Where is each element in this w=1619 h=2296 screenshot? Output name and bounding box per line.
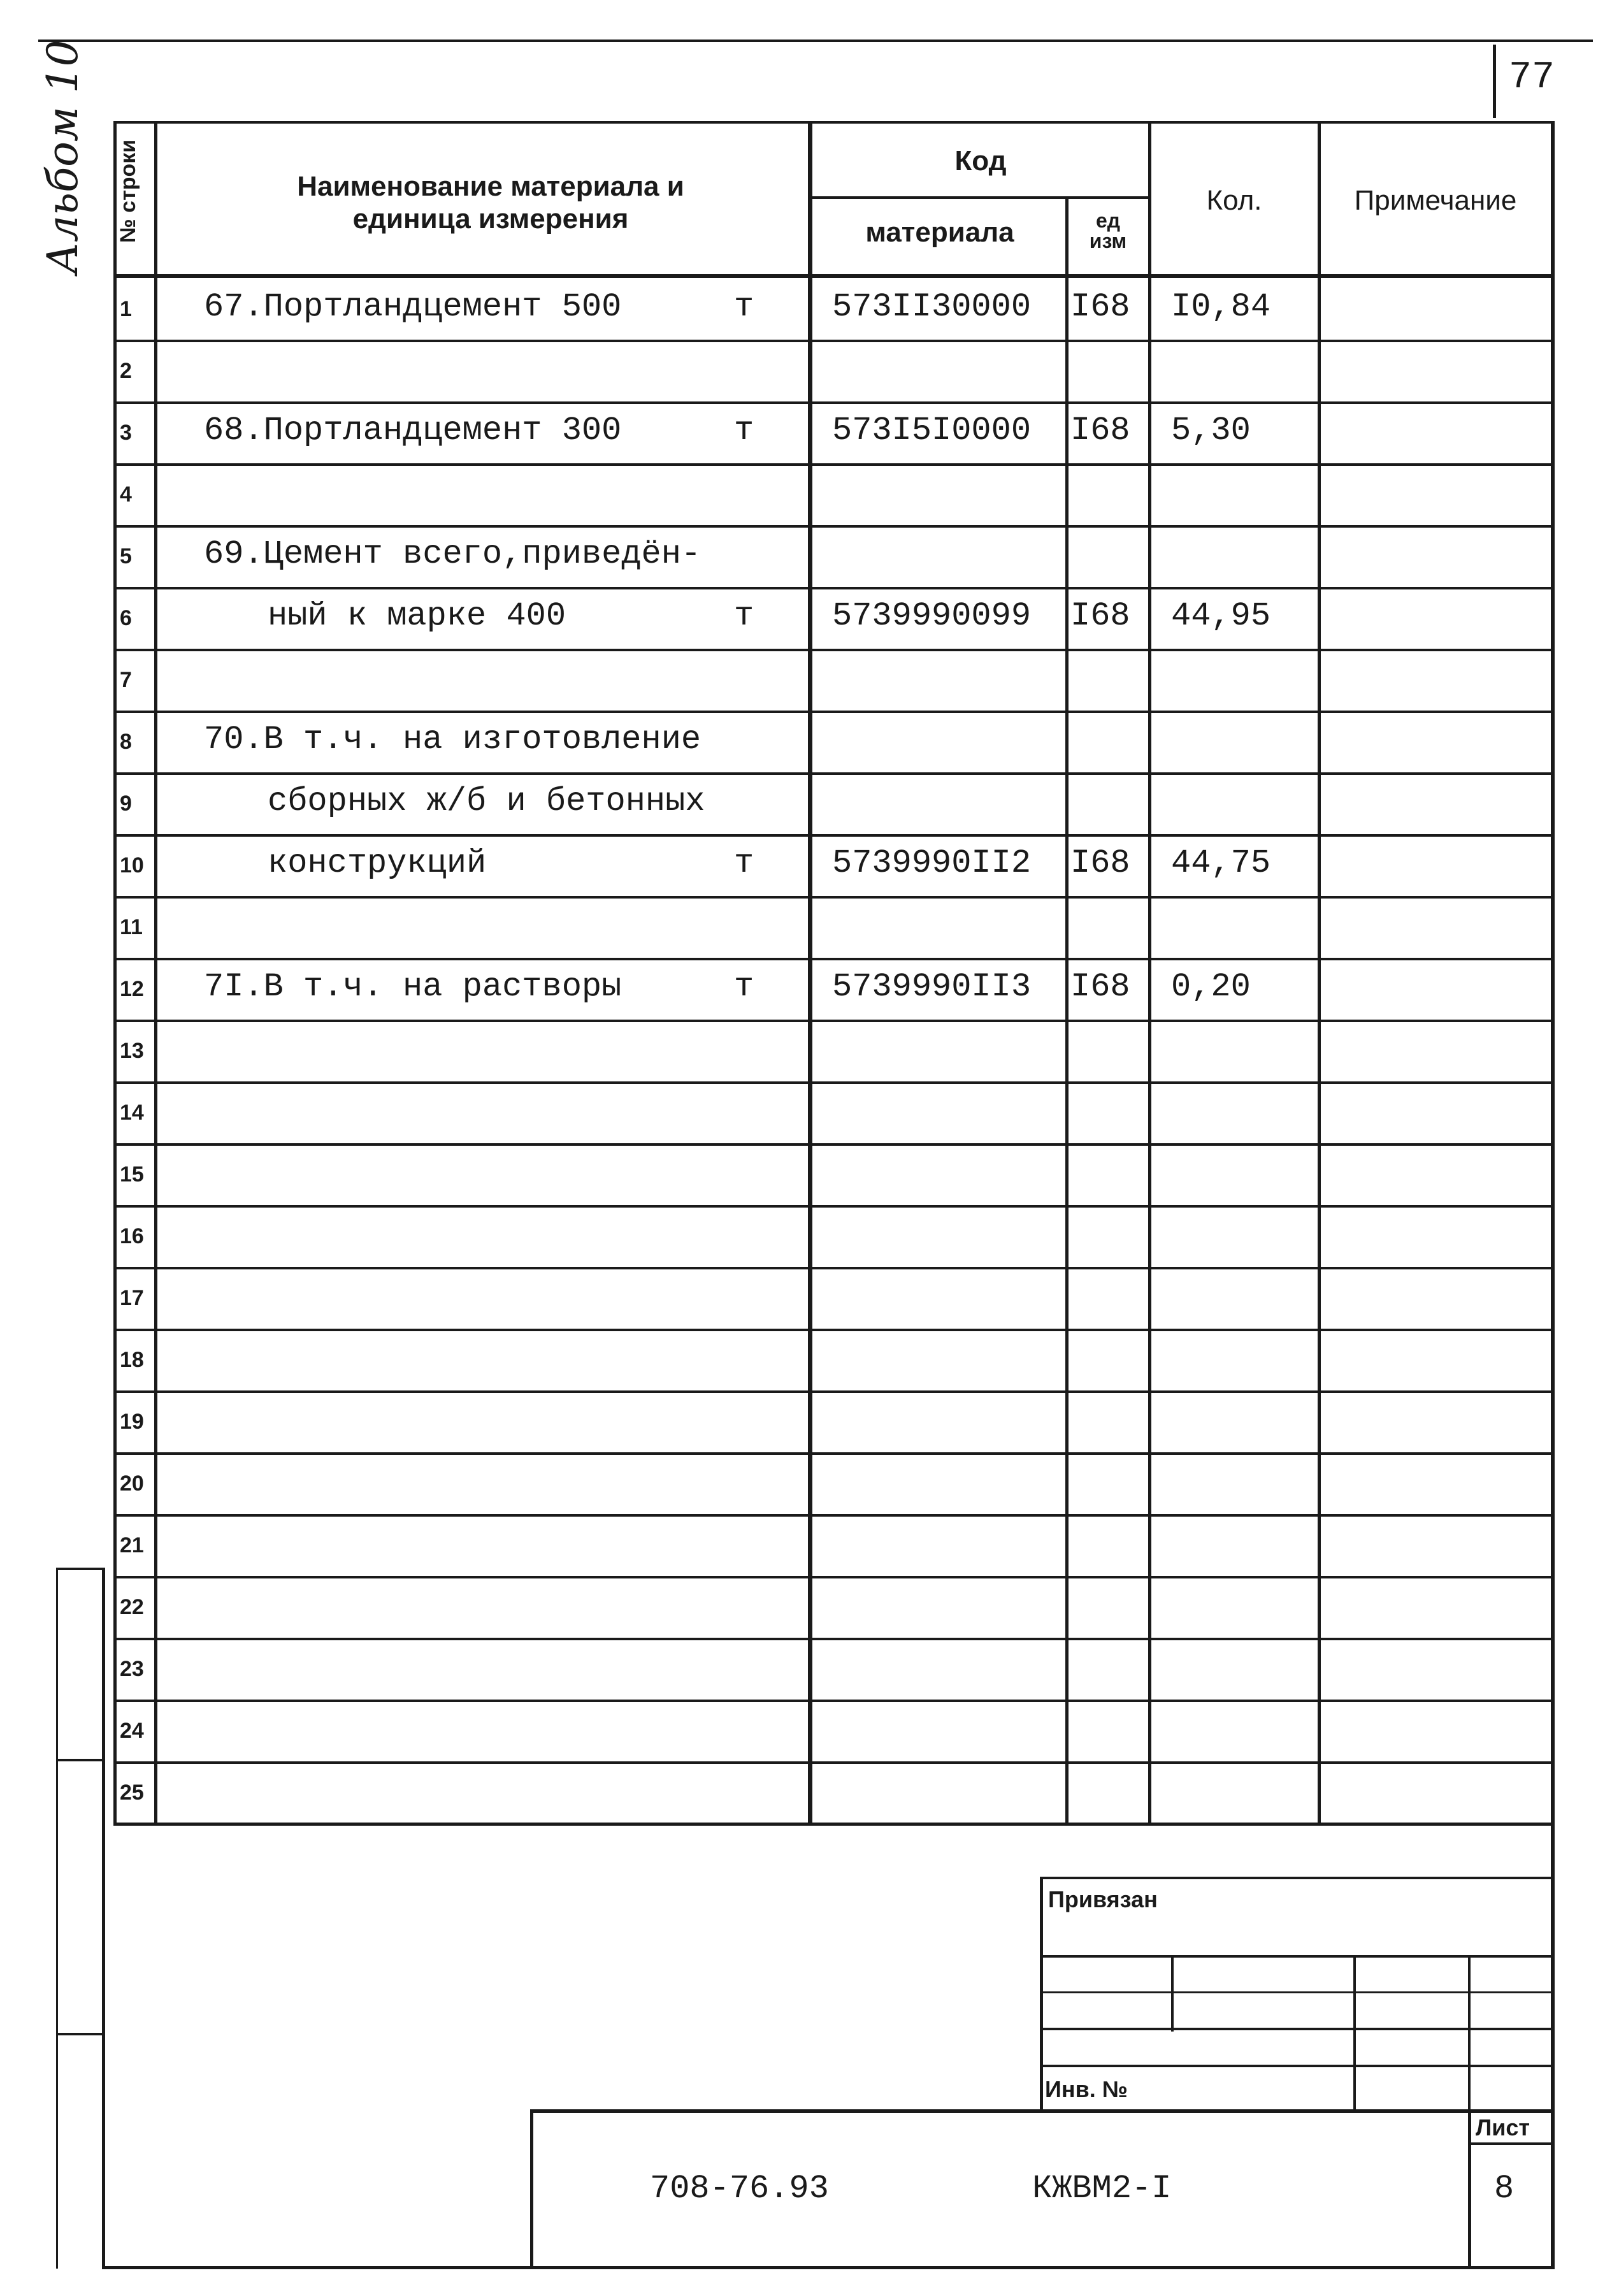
row-divider <box>116 834 1552 837</box>
material-name: конструкций <box>268 844 487 882</box>
row-divider <box>116 711 1552 713</box>
material-name: 68.Портландцемент 300 <box>204 412 622 449</box>
row-divider <box>116 525 1552 528</box>
unit-code: I68 <box>1070 597 1130 635</box>
row-divider <box>116 1452 1552 1455</box>
row-divider <box>116 1267 1552 1269</box>
material-code: 573I5I0000 <box>832 412 1032 449</box>
row-number: 8 <box>120 730 132 754</box>
row-divider <box>116 1700 1552 1702</box>
row-number: 3 <box>120 421 132 445</box>
row-number: 4 <box>120 482 132 507</box>
row-divider <box>116 1761 1552 1764</box>
row-divider <box>116 1576 1552 1578</box>
material-name: 7I.В т.ч. на растворы <box>204 968 622 1006</box>
row-number: 11 <box>120 915 143 939</box>
material-quantity: 5,30 <box>1171 412 1251 449</box>
unit-code: I68 <box>1070 288 1130 326</box>
row-number: 22 <box>120 1595 144 1619</box>
row-number: 7 <box>120 668 132 692</box>
frame-bottom <box>102 2266 1555 2269</box>
header-material-name: Наименование материала и единица измерения <box>297 171 684 235</box>
row-number: 9 <box>120 791 132 816</box>
row-divider <box>116 340 1552 342</box>
row-number: 18 <box>120 1348 144 1372</box>
material-quantity: 44,95 <box>1171 597 1271 635</box>
stamp-tied-label: Привязан <box>1048 1886 1158 1912</box>
row-number: 15 <box>120 1162 144 1187</box>
stamp-sheet-label: Лист <box>1476 2114 1530 2141</box>
stamp-doc-number: 708-76.93 <box>650 2170 829 2207</box>
stamp-sheet-value: 8 <box>1494 2170 1515 2207</box>
header-quantity: Кол. <box>1206 185 1262 216</box>
row-number: 13 <box>120 1039 144 1063</box>
frame-right <box>1551 1823 1555 2269</box>
row-divider <box>116 1143 1552 1146</box>
material-unit: т <box>734 844 754 882</box>
row-number: 1 <box>120 297 132 321</box>
material-code: 5739990II2 <box>832 844 1032 882</box>
header-row-number: № строки <box>116 139 140 243</box>
material-unit: т <box>734 968 754 1006</box>
row-number: 2 <box>120 359 132 383</box>
stamp-inv-label: Инв. № <box>1045 2076 1128 2102</box>
row-divider <box>116 463 1552 466</box>
unit-code: I68 <box>1070 844 1130 882</box>
material-code: 5739990099 <box>832 597 1032 635</box>
row-number: 6 <box>120 606 132 630</box>
unit-code: I68 <box>1070 968 1130 1006</box>
row-number: 21 <box>120 1533 144 1557</box>
material-quantity: 0,20 <box>1171 968 1251 1006</box>
material-name: ный к марке 400 <box>268 597 566 635</box>
row-number: 24 <box>120 1719 144 1743</box>
header-note: Примечание <box>1354 185 1517 216</box>
material-code: 573II30000 <box>832 288 1032 326</box>
row-number: 23 <box>120 1657 144 1681</box>
left-binding-inner <box>56 1568 58 2269</box>
header-code: Код <box>954 145 1007 177</box>
row-divider <box>116 1329 1552 1331</box>
material-name: 69.Цемент всего,приведён- <box>204 535 702 573</box>
material-code: 5739990II3 <box>832 968 1032 1006</box>
sheet-number: 77 <box>1509 56 1555 99</box>
row-number: 20 <box>120 1471 144 1496</box>
row-number: 16 <box>120 1224 144 1248</box>
row-number: 19 <box>120 1410 144 1434</box>
row-number: 5 <box>120 544 132 568</box>
row-divider <box>116 1390 1552 1393</box>
material-quantity: 44,75 <box>1171 844 1271 882</box>
header-code-material: материала <box>865 217 1014 248</box>
row-divider <box>116 1205 1552 1208</box>
row-number: 17 <box>120 1286 144 1310</box>
row-number: 12 <box>120 977 144 1001</box>
stamp-doc-code: КЖВМ2-I <box>1032 2170 1172 2207</box>
row-divider <box>116 1638 1552 1640</box>
row-divider <box>116 772 1552 775</box>
row-divider <box>116 1020 1552 1022</box>
row-divider <box>116 649 1552 651</box>
material-unit: т <box>734 288 754 326</box>
material-quantity: I0,84 <box>1171 288 1271 326</box>
left-binding-top <box>56 1568 104 1570</box>
sheet-number-divider <box>1493 45 1496 118</box>
row-divider <box>116 1514 1552 1517</box>
row-divider <box>116 401 1552 404</box>
material-name: сборных ж/б и бетонных <box>268 783 705 820</box>
row-number: 14 <box>120 1101 144 1125</box>
left-binding-mid <box>56 1759 104 1761</box>
left-binding-line <box>102 1568 105 2269</box>
material-unit: т <box>734 412 754 449</box>
material-name: 67.Портландцемент 500 <box>204 288 622 326</box>
header-code-unit: ед изм <box>1089 209 1127 252</box>
row-divider <box>116 958 1552 960</box>
row-divider <box>116 1081 1552 1084</box>
row-number: 10 <box>120 853 144 877</box>
row-divider <box>116 896 1552 899</box>
material-name: 70.В т.ч. на изготовление <box>204 721 702 758</box>
material-unit: т <box>734 597 754 635</box>
unit-code: I68 <box>1070 412 1130 449</box>
row-divider <box>116 587 1552 589</box>
side-note: Альбом 10 <box>38 40 87 274</box>
left-binding-low <box>56 2033 104 2035</box>
top-rule <box>38 40 1593 42</box>
row-number: 25 <box>120 1780 144 1805</box>
